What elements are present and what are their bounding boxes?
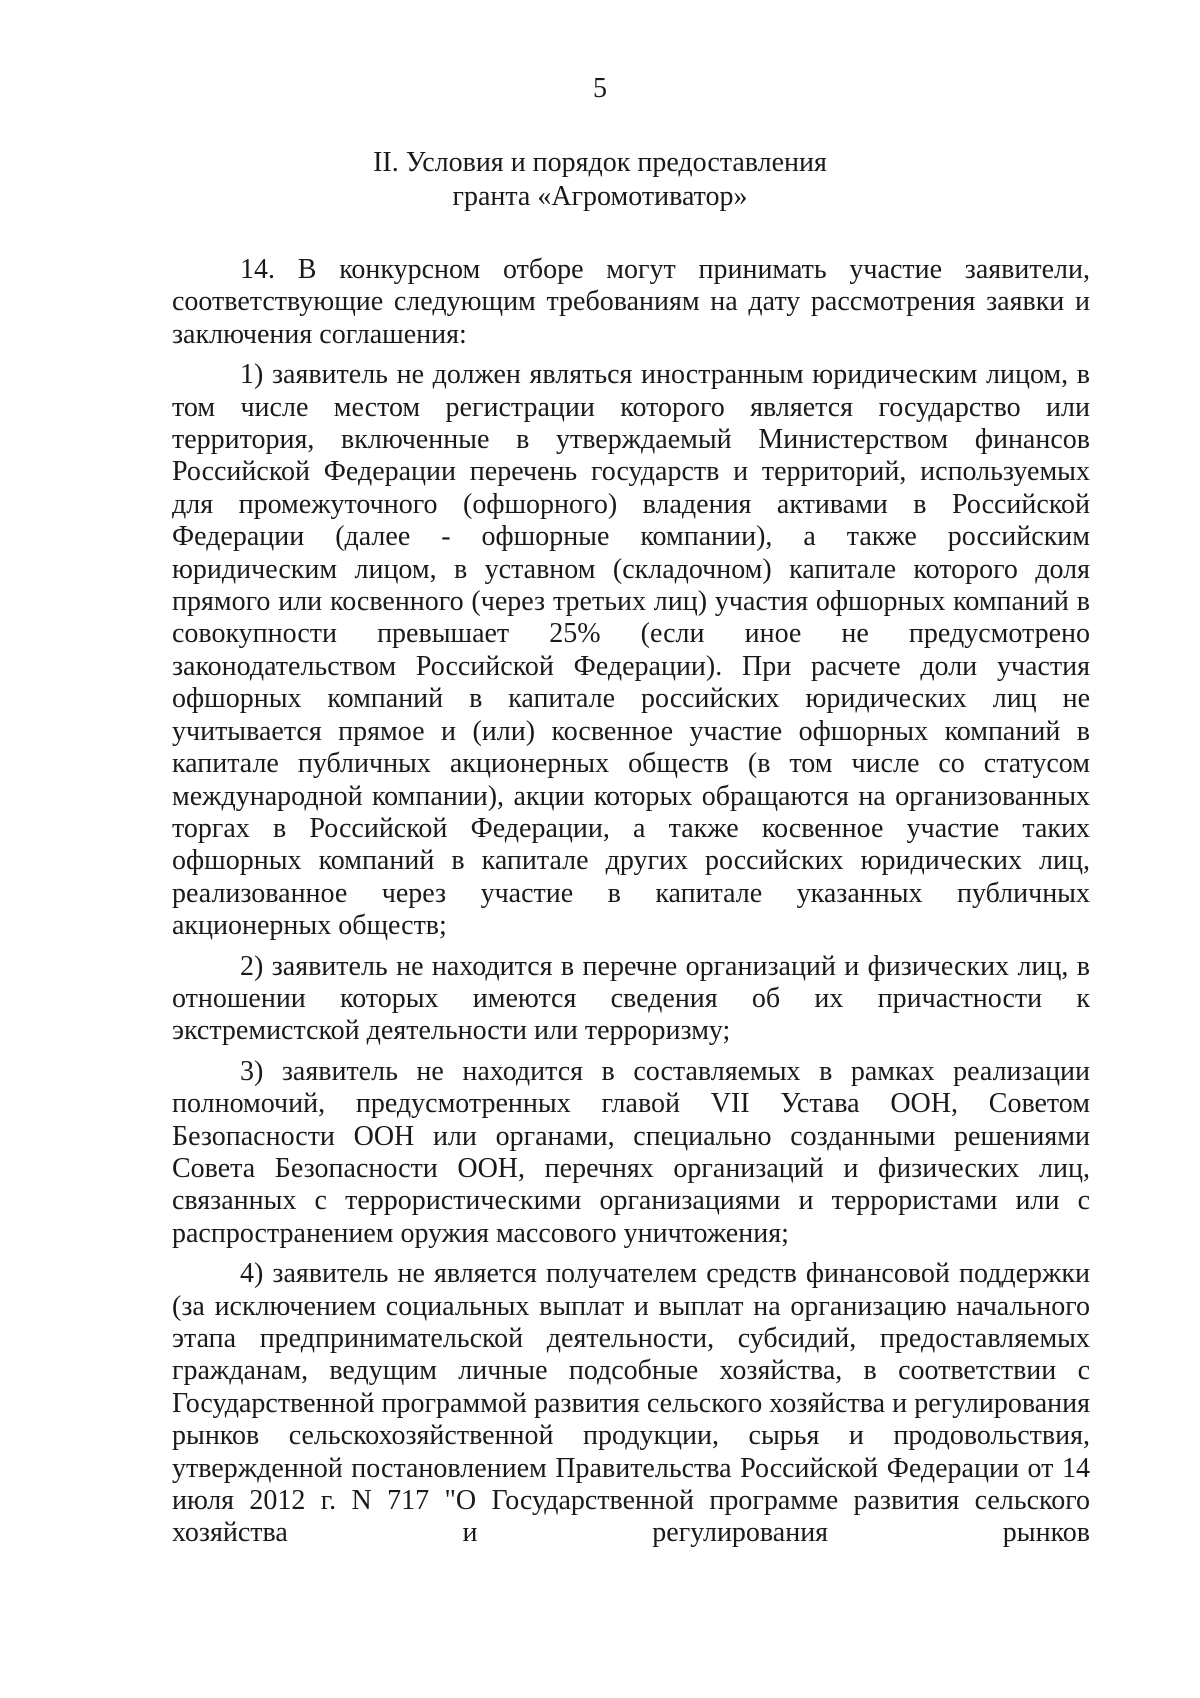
section-title-line-1: II. Условия и порядок предоставления <box>373 147 827 178</box>
section-title-line-2: гранта «Агромотиватор» <box>452 181 748 212</box>
paragraph-item-1: 1) заявитель не должен являться иностранным юридическим лицом, в том числе местом регистрации которого является государство или территория, включенные в утверждаемый Министерством финансов Российской Федерации перечень государств и территорий, используемых для промежуточного (офшорного) владения активами в Российской Федерации (далее - офшорные компании), а также российским юридическим лицом, в уставном (складочном) капитале которого доля прямого или косвенного (через третьих лиц) участия офшорных компаний в совокупности превышает 25% (если иное не предусмотрено законодательством Российской Федерации). При расчете доли участия офшорных компаний в капитале российских юридических лиц не учитывается прямое и (или) косвенное участие офшорных компаний в капитале публичных акционерных обществ (в том числе со статусом международной компании), акции которых обращаются на организованных торгах в Российской Федерации, а также косвенное участие таких офшорных компаний в капитале других российских юридических лиц, реализованное через участие в капитале указанных публичных акционерных обществ; <box>172 359 1090 942</box>
paragraph-item-4: 4) заявитель не является получателем средств финансовой поддержки (за исключением социальных выплат и выплат на организацию начального этапа предпринимательской деятельности, субсидий, предоставляемых гражданам, ведущим личные подсобные хозяйства, в соответствии с Государственной программой развития сельского хозяйства и регулирования рынков сельскохозяйственной продукции, сырья и продовольствия, утвержденной постановлением Правительства Российской Федерации от 14 июля 2012 г. N 717 "О Государственной программе развития сельского хозяйства и регулирования рынков <box>172 1258 1090 1549</box>
page-number: 5 <box>593 73 607 104</box>
paragraph-item-3: 3) заявитель не находится в составляемых в рамках реализации полномочий, предусмотренных главой VII Устава ООН, Советом Безопасности ООН или органами, специально созданными решениями Совета Безопасности ООН, перечнях организаций и физических лиц, связанных с террористическими организациями и террористами или с распространением оружия массового уничтожения; <box>172 1055 1090 1249</box>
document-body <box>172 254 1090 1550</box>
section-title <box>0 146 1200 214</box>
paragraph-14: 14. В конкурсном отборе могут принимать участие заявители, соответствующие следующим требованиям на дату рассмотрения заявки и заключения соглашения: <box>172 254 1090 350</box>
paragraph-item-2: 2) заявитель не находится в перечне организаций и физических лиц, в отношении которых имеются сведения об их причастности к экстремистской деятельности или терроризму; <box>172 950 1090 1047</box>
